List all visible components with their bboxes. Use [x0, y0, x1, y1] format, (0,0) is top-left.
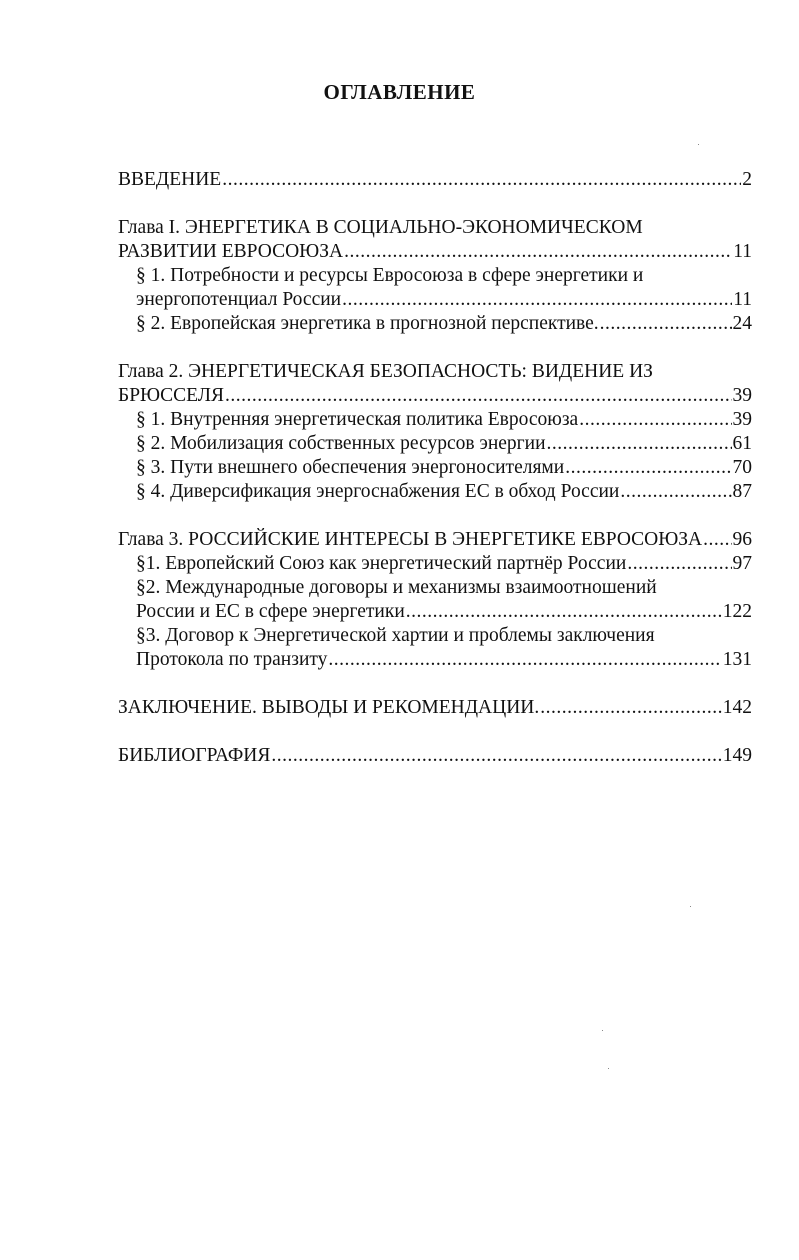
dot-leader	[222, 168, 741, 192]
toc-entry-chapter-2[interactable]	[118, 384, 752, 408]
toc-page-number: 122	[722, 601, 752, 622]
toc-entry-label: БИБЛИОГРАФИЯ	[118, 745, 271, 766]
toc-entry-section-1-2[interactable]	[136, 312, 752, 336]
dot-leader	[579, 408, 731, 432]
toc-page-number: 87	[732, 481, 752, 502]
toc-entry-conclusion[interactable]	[118, 696, 752, 720]
dot-leader	[620, 480, 731, 504]
toc-chapter-2-title-line1[interactable]: Глава 2. ЭНЕРГЕТИЧЕСКАЯ БЕЗОПАСНОСТЬ: ВИДЕНИЕ ИЗ	[118, 361, 653, 382]
toc-entry-label: ЗАКЛЮЧЕНИЕ. ВЫВОДЫ И РЕКОМЕНДАЦИИ.	[118, 697, 540, 718]
toc-chapter-1-title-line1[interactable]: Глава I. ЭНЕРГЕТИКА В СОЦИАЛЬНО-ЭКОНОМИЧЕСКОМ	[118, 217, 643, 238]
toc-entry-label: § 1. Внутренняя энергетическая политика Евросоюза	[136, 409, 579, 430]
toc-page-number: 131	[722, 649, 752, 670]
dot-leader	[565, 456, 731, 480]
toc-page-number: 142	[722, 697, 752, 718]
toc-entry-chapter-1[interactable]	[118, 240, 752, 264]
dot-leader	[225, 384, 732, 408]
dot-leader	[328, 648, 721, 672]
toc-page-number: 11	[733, 289, 752, 310]
toc-page-number: 149	[722, 745, 752, 766]
dot-leader	[703, 528, 731, 552]
toc-entry-introduction[interactable]	[118, 168, 752, 192]
dot-leader	[271, 744, 721, 768]
toc-entry-label: БРЮССЕЛЯ	[118, 385, 224, 406]
toc-entry-label: §1. Европейский Союз как энергетический партнёр России	[136, 553, 627, 574]
toc-entry-section-3-1[interactable]	[136, 552, 752, 576]
dot-leader	[547, 432, 732, 456]
toc-page-number: 61	[732, 433, 752, 454]
toc-page-number: 24	[732, 313, 752, 334]
toc-entry-bibliography[interactable]	[118, 744, 752, 768]
toc-entry-label: § 3. Пути внешнего обеспечения энергоносителями	[136, 457, 565, 478]
toc-entry-section-2-4[interactable]	[136, 480, 752, 504]
toc-entry-label: § 2. Европейская энергетика в прогнозной перспективе.	[136, 313, 599, 334]
toc-entry-label: ВВЕДЕНИЕ	[118, 169, 222, 190]
toc-entry-section-3-2[interactable]	[136, 600, 752, 624]
toc-entry-label: Глава 3. РОССИЙСКИЕ ИНТЕРЕСЫ В ЭНЕРГЕТИКЕ ЕВРОСОЮЗА	[118, 529, 703, 550]
toc-entry-label: России и ЕС в сфере энергетики	[136, 601, 405, 622]
toc-entry-section-3-3[interactable]	[136, 648, 752, 672]
dot-leader	[344, 240, 732, 264]
scan-speck	[690, 906, 691, 907]
toc-page-number: 11	[733, 241, 752, 262]
toc-section-1-1-line1[interactable]: § 1. Потребности и ресурсы Евросоюза в сфере энергетики и	[136, 265, 644, 286]
toc-entry-section-1-1[interactable]	[136, 288, 752, 312]
toc-page-number: 97	[732, 553, 752, 574]
scan-speck	[698, 144, 699, 145]
scan-speck	[602, 1030, 603, 1031]
toc-page-number: 39	[732, 409, 752, 430]
dot-leader	[406, 600, 722, 624]
toc-page-number: 70	[732, 457, 752, 478]
scan-speck	[608, 1068, 609, 1069]
toc-entry-label: § 4. Диверсификация энергоснабжения ЕС в обход России	[136, 481, 620, 502]
toc-page-number: 39	[732, 385, 752, 406]
dot-leader	[540, 696, 721, 720]
toc-entry-section-2-1[interactable]	[136, 408, 752, 432]
toc-section-3-3-line1[interactable]: §3. Договор к Энергетической хартии и проблемы заключения	[136, 625, 655, 646]
toc-entry-chapter-3[interactable]	[118, 528, 752, 552]
toc-entry-label: РАЗВИТИИ ЕВРОСОЮЗА	[118, 241, 344, 262]
toc-page-number: 2	[742, 169, 752, 190]
toc-entry-label: § 2. Мобилизация собственных ресурсов энергии	[136, 433, 546, 454]
toc-entry-section-2-3[interactable]	[136, 456, 752, 480]
dot-leader	[627, 552, 731, 576]
dot-leader	[342, 288, 732, 312]
dot-leader	[600, 312, 732, 336]
toc-entry-section-2-2[interactable]	[136, 432, 752, 456]
toc-section-3-2-line1[interactable]: §2. Международные договоры и механизмы взаимоотношений	[136, 577, 657, 598]
toc-entry-label: энергопотенциал России	[136, 289, 342, 310]
page-title: ОГЛАВЛЕНИЕ	[323, 80, 476, 104]
toc-entry-label: Протокола по транзиту	[136, 649, 328, 670]
toc-page-number: 96	[732, 529, 752, 550]
